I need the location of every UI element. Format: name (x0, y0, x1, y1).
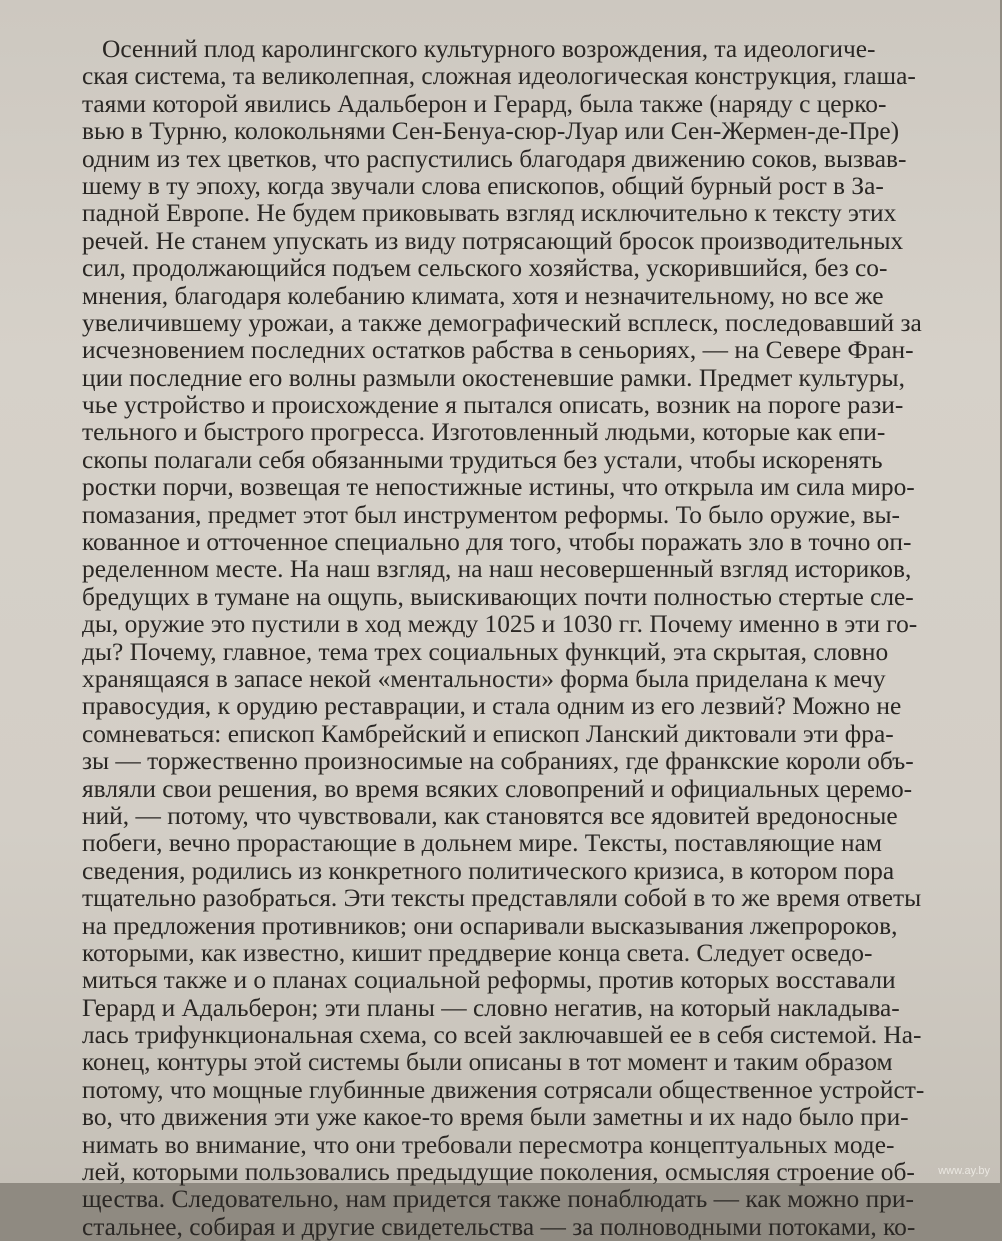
text-line: чье устройство и происхождение я пытался описать, возник на пороге рази- (82, 391, 904, 420)
text-line: вью в Турню, колокольнями Сен-Бенуа-сюр-Луар или Сен-Жермен-де-Пре) (82, 117, 900, 146)
bleed-through-text (300, 0, 1000, 20)
text-line: ды, оружие это пустили в ход между 1025 и 1030 гг. Почему именно в эти го- (82, 610, 918, 639)
text-line: сведения, родились из конкретного политического кризиса, в котором пора (82, 856, 895, 885)
text-line: во, что движения эти уже какое-то время были заметны и их надо было при- (82, 1103, 909, 1132)
text-line: правосудия, к орудию реставрации, и стала одним из его лезвий? Можно не (82, 692, 902, 721)
text-line: падной Европе. Не будем приковывать взгляд исключительно к тексту этих (82, 199, 897, 228)
text-line: одним из тех цветков, что распустились благодаря движению соков, вызвав- (82, 144, 907, 173)
text-line: помазания, предмет этот был инструментом реформы. То было оружие, вы- (82, 500, 900, 529)
text-line: речей. Не станем упускать из виду потрясающий бросок производительных (82, 226, 904, 255)
text-line: сомневаться: епископ Камбрейский и епископ Ланский диктовали эти фра- (82, 719, 894, 748)
text-line: скопы полагали себя обязанными трудиться без устали, чтобы искоренять (82, 445, 883, 474)
text-line: ростки порчи, возвещая те непостижные истины, что открыла им сила миро- (82, 473, 915, 502)
text-line: которыми, как известно, кишит преддверие конца света. Следует осведо- (82, 938, 873, 967)
text-line: конец, контуры этой системы были описаны в тот момент и таким образом (82, 1048, 893, 1077)
text-line: нимать во внимание, что они требовали пересмотра концептуальных моде- (82, 1130, 895, 1159)
text-line: ская система, та великолепная, сложная идеологическая конструкция, глаша- (82, 62, 916, 91)
text-line: хранящаяся в запасе некой «ментальности» форма была приделана к мечу (82, 664, 886, 693)
text-line: зы — торжественно произносимые на собраниях, где франкские короли объ- (82, 747, 914, 776)
text-line: миться также и о планах социальной реформы, против которых восставали (82, 966, 896, 995)
text-line: щества. Следовательно, нам придется также понаблюдать — как можно при- (82, 1185, 914, 1214)
text-line: таями которой явились Адальберон и Герард, была также (наряду с церко- (82, 89, 887, 118)
text-line: Герард и Адальберон; эти планы — словно негатив, на который накладыва- (82, 993, 900, 1022)
text-line: являли свои решения, во время всяких словопрений и официальных церемо- (82, 774, 913, 803)
text-line: лась трифункциональная схема, со всей заключавшей ее в себя системой. На- (82, 1021, 922, 1050)
text-line: кованное и отточенное специально для того, чтобы поражать зло в точно оп- (82, 528, 912, 557)
text-line: мнения, благодаря колебанию климата, хотя и незначительному, но все же (82, 281, 884, 310)
watermark: www.ay.by (938, 1165, 990, 1177)
text-line: побеги, вечно прорастающие в дольнем мире. Тексты, поставляющие нам (82, 829, 882, 858)
text-line: ределенном месте. На наш взгляд, на наш несовершенный взгляд историков, (82, 555, 912, 584)
text-line: бредущих в тумане на ощупь, выискивающих почти полностью стертые сле- (82, 582, 914, 611)
text-line: сил, продолжающийся подъем сельского хозяйства, ускорившийся, без со- (82, 254, 888, 283)
text-line: исчезновением последних остатков рабства в сеньориях, — на Севере Фран- (82, 336, 914, 365)
text-line: потому, что мощные глубинные движения сотрясали общественное устройст- (82, 1075, 925, 1104)
text-line: на предложения противников; они оспаривали высказывания лжепророков, (82, 911, 898, 940)
text-line: ний, — потому, что чувствовали, как становятся все ядовитей вредоносные (82, 801, 898, 830)
text-line: увеличившему урожаи, а также демографический всплеск, последовавший за (82, 308, 922, 337)
body-paragraph (82, 36, 1002, 1241)
text-line: ции последние его волны размыли окостеневшие рамки. Предмет культуры, (82, 363, 905, 392)
text-line: Осенний плод каролингского культурного возрождения, та идеологиче- (102, 35, 876, 63)
text-line: лей, которыми пользовались предыдущие поколения, осмысляя строение об- (82, 1158, 915, 1187)
text-line: стальнее, собирая и другие свидетельства — за полноводными потоками, ко- (82, 1212, 916, 1241)
text-line: ды? Почему, главное, тема трех социальных функций, эта скрытая, словно (82, 637, 889, 666)
text-line: тщательно разобраться. Эти тексты представляли собой в то же время ответы (82, 884, 922, 913)
text-line: шему в ту эпоху, когда звучали слова епископов, общий бурный рост в За- (82, 171, 884, 200)
text-line: тельного и быстрого прогресса. Изготовленный людьми, которые как епи- (82, 418, 886, 447)
